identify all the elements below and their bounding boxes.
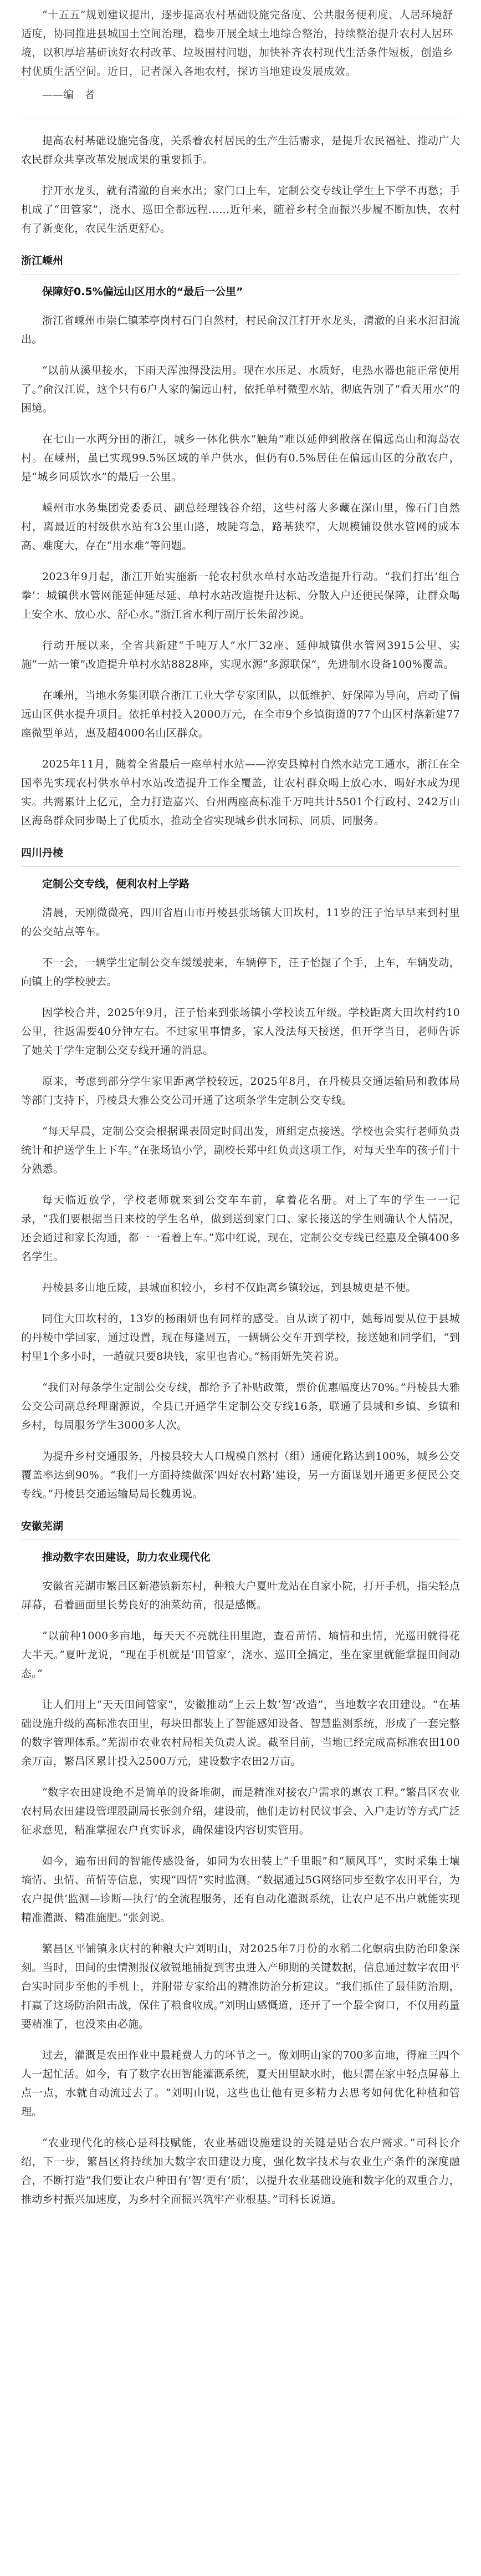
section-zhejiang — [21, 250, 460, 830]
body-paragraph: 安徽省芜湖市繁昌区新港镇新东村，种粮大户夏叶龙站在自家小院，打开手机，指尖轻点屏幕，看着画面里长势良好的油菜幼苗，很是感慨。 — [21, 1580, 460, 1611]
body-paragraph: 原来，考虑到部分学生家里距离学校较远，2025年8月，在丹棱县交通运输局和教体局等部门支持下，丹棱县大雅公交公司开通了这项条学生定制公交专线。 — [21, 1075, 460, 1106]
body-paragraph: “以前种1000多亩地，每天天不亮就往田里跑，查看苗情、墒情和虫情，光巡田就得花大半天。”夏叶龙说，“现在手机就是‘田管家’，浇水、巡田全搞定，坐在家里就能掌握田间动态。” — [21, 1630, 460, 1680]
section-title: 四川丹棱 — [21, 842, 460, 867]
body-paragraph: 不一会，一辆学生定制公交车缓缓驶来，车辆停下，汪子怡握了个手，上车，车辆发动，向镇上的学校驶去。 — [21, 957, 460, 988]
editor-signature: ——编 者 — [42, 89, 95, 101]
body-paragraph: 为提升乡村交通服务，丹棱县较大人口规模自然村（组）通硬化路达到100%，城乡公交覆盖率达到90%。“我们一方面持续做深‘四好农村路’建设，另一方面谋划开通更多便民公交专线。”丹棱县交通运输局局长魏勇说。 — [21, 1450, 460, 1500]
lead-paragraph: 拧开水龙头，就有清澈的自来水出；家门口上车，定制公交专线让学生上下学不再愁；手机成了“田管家”，浇水、巡田全都远程……近年来，随着乡村全面振兴步履不断加快，农村有了新变化，农民生活更舒心。 — [21, 185, 460, 235]
body-paragraph: 因学校合并，2025年9月，汪子怡来到张场镇小学校读五年级。学校距离大田坎村约10公里，往返需要40分钟左右。不过家里事情多，家人没法每天接送，但开学当日，老师告诉了她关于学生定制公交专线开通的消息。 — [21, 1007, 460, 1056]
body-paragraph: “我们对每条学生定制公交专线，都给予了补贴政策，票价优惠幅度达70%。”丹棱县大雅公交公司副总经理谢源说，全县已开通学生定制公交专线16条，联通了县城和乡镇、乡镇和乡村，每周服务学生3000多人次。 — [21, 1381, 460, 1431]
body-paragraph: 让人们用上“天天田间管家”，安徽推动“上云上数‘智’改造”，当地数字农田建设。“在基础设施升级的高标准农田里，每块田都装上了智能感知设备、智慧监测系统，形成了一套完整的数字管理体系。”芜湖市农业农村局相关负责人说。截至目前，当地已经完成高标准农田100余万亩，繁昌区累计投入2500万元，建设数字农田2万亩。 — [21, 1699, 460, 1767]
editor-intro — [21, 6, 460, 104]
section-title: 安徽芜湖 — [21, 1516, 460, 1540]
intro-paragraph: “十五五”规划建议提出，逐步提高农村基础设施完备度、公共服务便利度、人居环境舒适度，协同推进县城国土空间治理，稳步开展全域土地综合整治，持续整治提升农村人居环境，以积厚培基研读好农村改革、垃圾围村问题，加快补齐农村现代生活条件短板，创造乡村优质生活空间。近日，记者深入各地农村，探访当地建设发展成效。 — [21, 9, 454, 78]
section-anhui — [21, 1516, 460, 2209]
body-paragraph: “每天早晨，定制公交会根据课表固定时间出发，班组定点接送。学校也会实行老师负责统计和护送学生上下车。”在张场镇小学，副校长郑中红负责这项工作，对每天坐车的孩子们十分熟悉。 — [21, 1125, 460, 1175]
lead-paragraph: 提高农村基础设施完备度，关系着农村居民的生产生活需求，是提升农民福祉、推动广大农民群众共享改革发展成果的重要抓手。 — [21, 135, 460, 166]
body-paragraph: 清晨，天刚微微亮，四川省眉山市丹棱县张场镇大田坎村，11岁的汪子怡早早来到村里的公交站点等车。 — [21, 907, 460, 938]
body-paragraph: “以前从溪里接水，下雨天浑浊得没法用。现在水压足、水质好，电热水器也能正常使用了。”俞汉江说，这个只有6户人家的偏远山村，依托单村微型水站，彻底告别了“看天用水”的困境。 — [21, 364, 460, 414]
body-paragraph: “数字农田建设绝不是简单的设备堆砌，而是精准对接农户需求的惠农工程。”繁昌区农业农村局农田建设管理股副局长张剑介绍，建设前，他们走访村民议事会、入户走访等方式广泛征求意见，精准掌握农户真实诉求，确保建设内容切实管用。 — [21, 1786, 460, 1836]
section-subtitle: 推动数字农田建设，助力农业现代化 — [42, 1551, 211, 1563]
section-subtitle: 保障好0.5%偏远山区用水的“最后一公里” — [42, 286, 243, 298]
body-paragraph: 2025年11月，随着全省最后一座单村水站——淳安县樟村自然水站完工通水，浙江在全国率先实现农村供水单村水站改造提升工作全覆盖，让农村群众喝上放心水、喝好水成为现实。共需累计上亿元，全力打造嘉兴、台州两座高标准千万吨共计5501个行政村、242万山区海岛群众同步喝上了优质水，推动全省实现城乡供水同标、同质、同服务。 — [21, 758, 460, 827]
body-paragraph: 丹棱县多山地丘陵，县城面积较小，乡村不仅距离乡镇较远，到县城更是不便。 — [42, 1282, 417, 1294]
section-title: 浙江嵊州 — [21, 250, 460, 275]
section-subtitle: 定制公交专线，便利农村上学路 — [42, 878, 190, 890]
body-paragraph: 在嵊州，当地水务集团联合浙江工业大学专家团队，以低维护、好保障为导向，启动了偏远山区供水提升项目。依托单村投入2000万元，在全市9个乡镇街道的77个山区村落新建77座微型单站，惠及超4000名山区群众。 — [21, 689, 460, 739]
body-paragraph: 繁昌区平铺镇永庆村的种粮大户刘明山，对2025年7月份的水稻二化螟病虫防治印象深刻。当时，田间的虫情测报仪敏锐地捕捉到害虫进入产卵期的关键数据，信息通过数字农田平台实时同步至他的手机上，并附带专家给出的精准防治分析建议。“我们抓住了最佳防治期，打赢了这场防治阻击战，保住了粮食收成。”刘明山感慨道，还开了一个最全窗口，不仅用药量要精准了，也没来由必施。 — [21, 1943, 460, 2030]
body-paragraph: 2023年9月起，浙江开始实施新一轮农村供水单村水站改造提升行动。“我们打出‘组合拳’：城镇供水管网能延伸延尽延、单村水站改造提升达标、分散入户还便民保障，让群众喝上安全水、放心水、舒心水。”浙江省水利厅副厅长朱留沙说。 — [21, 571, 460, 621]
section-sichuan — [21, 842, 460, 1503]
body-paragraph: 每天临近放学，学校老师就来到公交车车前，拿着花名册。对上了车的学生一一记录，“我们要根据当日来校的学生名单，做到送到家门口、家长接送的学生则确认个人情况，还会通过和家长沟通，都一一看着上车。”郑中红说，现在，定制公交专线已经惠及全镇400多名学生。 — [21, 1194, 460, 1263]
body-paragraph: 嵊州市水务集团党委委员、副总经理钱谷介绍，这些村落大多藏在深山里，像石门自然村，离最近的村级供水站有3公里山路，坡陡弯急，路基狭窄，大规模铺设供水管网的成本高、难度大，存在“用水难”等问题。 — [21, 502, 460, 552]
body-paragraph: 浙江省嵊州市崇仁镇苯亭岗村石门自然村，村民俞汉江打开水龙头，清澈的自来水汩汩流出。 — [21, 314, 460, 346]
body-paragraph: 如今，遍布田间的智能传感设备，如同为农田装上“千里眼”和“顺风耳”，实时采集土壤墒情、虫情、苗情等信息，实现“四情”实时监测。“数据通过5G网络同步至数字农田平台，为农户提供‘监测—诊断—执行’的全流程服务，还有自动化灌溉系统，让农户足不出户就能实现精准灌溉、精准施肥。”张剑说。 — [21, 1855, 460, 1924]
body-paragraph: 同住大田坎村的，13岁的杨雨妍也有同样的感受。自从读了初中，她每周要从位于县城的丹棱中学回家，通过设置，现在每逢周五，一辆辆公交车开到学校，接送她和同学们，“到村里1个多小时，一趟就只要8块钱，家里也省心。”杨雨妍先笑着说。 — [21, 1313, 460, 1363]
body-paragraph: “农业现代化的核心是科技赋能，农业基础设施建设的关键是贴合农户需求。”司科长介绍，下一步，繁昌区将持续加大数字农田建设力度，强化数字技术与农业生产条件的深度融合，不断打造“我们要让农户种田有‘智’更有‘质’，以提升农业基础设施和数字化的双重合力，推动乡村振兴加速度，为乡村全面振兴筑牢产业根基。”司科长说道。 — [21, 2137, 460, 2206]
body-paragraph: 过去，灌溉是农田作业中最耗费人力的环节之一。像刘明山家的700多亩地，得雇三四个人一起忙活。如今，有了数字农田智能灌溉系统，夏天田里缺水时，他只需在家中轻点屏幕上点一点，水就自动流过去了。“刘明山说，这些也让他有更多精力去思考如何优化种植和管理。 — [21, 2049, 460, 2118]
body-paragraph: 行动开展以来，全省共新建“千吨万人”水厂32座、延伸城镇供水管网3915公里、实施“一站一策”改造提升单村水站8828座，实现水源“多源联保”，先进制水设备100%覆盖。 — [21, 639, 460, 670]
body-paragraph: 在七山一水两分田的浙江，城乡一体化供水“触角”难以延伸到散落在偏远高山和海岛农村。在嵊州，虽已实现99.5%区域的单户供水，但仍有0.5%居住在偏远山区的分散农户，是“城乡同质饮水”的最后一公里。 — [21, 433, 460, 483]
